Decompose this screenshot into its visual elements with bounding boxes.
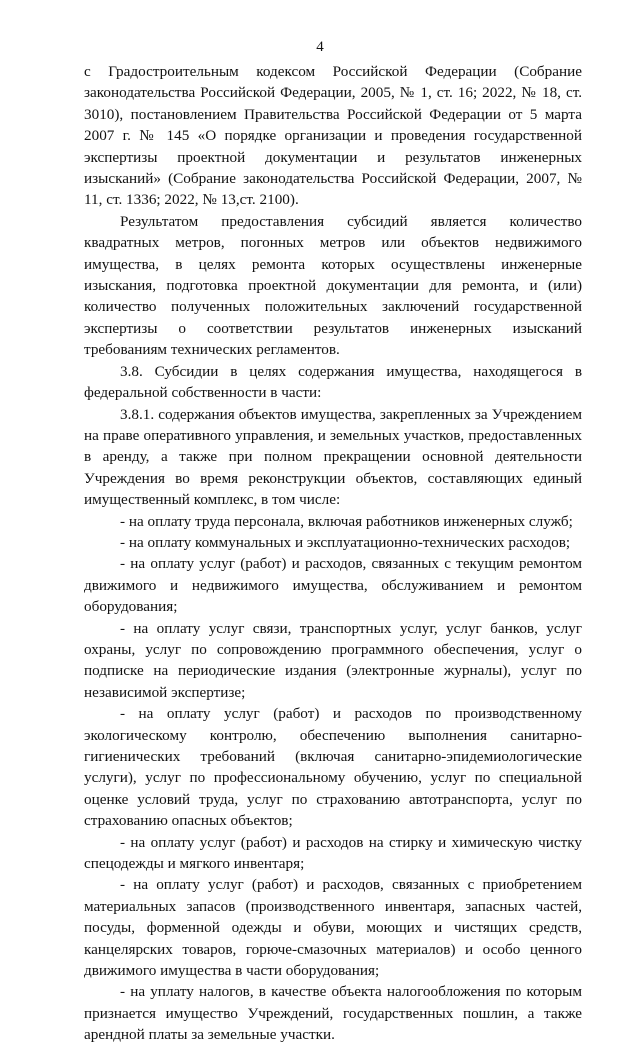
paragraph-subsidy-result: Результатом предоставления субсидий является количество квадратных метров, погонных метров или объектов недвижимого имущества, в целях ремонта которых осуществлены инженерные изыскания, подготовка проектной документации для ремонта, и (или) количество полученных положительных заключений государственной экспертизы о соответствии результатов инженерных изысканий требованиям технических регламентов.: [84, 212, 582, 359]
list-item-material-supplies: - на оплату услуг (работ) и расходов, связанных с приобретением материальных запасов (производственного инвентаря, запасных частей, посуды, форменной одежды и обуви, моющих и чистящих средств, канцелярских товаров, горюче-смазочных материалов) и особо ценного движимого имущества в части оборудования;: [84, 876, 582, 980]
list-item-utilities: - на оплату коммунальных и эксплуатационно-технических расходов;: [120, 533, 571, 551]
paragraph-legal-references: с Градостроительным кодексом Российской Федерации (Собрание законодательства Российской Федерации, 2005, № 1, ст. 16; 2022, № 18, ст. 3010), постановлением Правительства Российской Федерации от 5 марта 2007 г. № 145 «О порядке организации и проведения государственной экспертизы проектной документации и результатов инженерных изысканий» (Собрание законодательства Российской Федерации, 2007, № 11, ст. 1336; 2022, № 13,ст. 2100).: [84, 63, 582, 209]
document-body: [84, 61, 582, 1046]
paragraph-section-3-8: 3.8. Субсидии в целях содержания имущества, находящегося в федеральной собственности в части:: [84, 362, 582, 402]
list-item-communication-services: - на оплату услуг связи, транспортных услуг, услуг банков, услуг охраны, услуг по сопровождению программного обеспечения, услуг о подписке на периодические издания (электронные журналы), услуг по независимой экспертизе;: [84, 619, 582, 701]
list-item-laundry: - на оплату услуг (работ) и расходов на стирку и химическую чистку спецодежды и мягкого инвентаря;: [84, 833, 582, 873]
paragraph-section-3-8-1: 3.8.1. содержания объектов имущества, закрепленных за Учреждением на праве оперативного управления, и земельных участков, предоставленных в аренду, а также при полном прекращении основной деятельности Учреждения во время реконструкции объектов, составляющих единый имущественный комплекс, в том числе:: [84, 405, 582, 509]
list-item-taxes: - на уплату налогов, в качестве объекта налогообложения по которым признается имущество Учреждений, государственных пошлин, а также арендной платы за земельные участки.: [84, 983, 582, 1044]
list-item-staff-pay: - на оплату труда персонала, включая работников инженерных служб;: [120, 512, 573, 530]
list-item-environmental-control: - на оплату услуг (работ) и расходов по производственному экологическому контролю, обеспечению выполнения санитарно-гигиенических требований (включая санитарно-эпидемиологические услуги), услуг по профессиональному обучению, услуг по специальной оценке условий труда, услуг по страхованию автотранспорта, услуг по страхованию опасных объектов;: [84, 705, 582, 830]
page-number: 4: [316, 39, 324, 55]
list-item-current-repair: - на оплату услуг (работ) и расходов, связанных с текущим ремонтом движимого и недвижимого имущества, обслуживанием и ремонтом оборудования;: [84, 555, 582, 616]
